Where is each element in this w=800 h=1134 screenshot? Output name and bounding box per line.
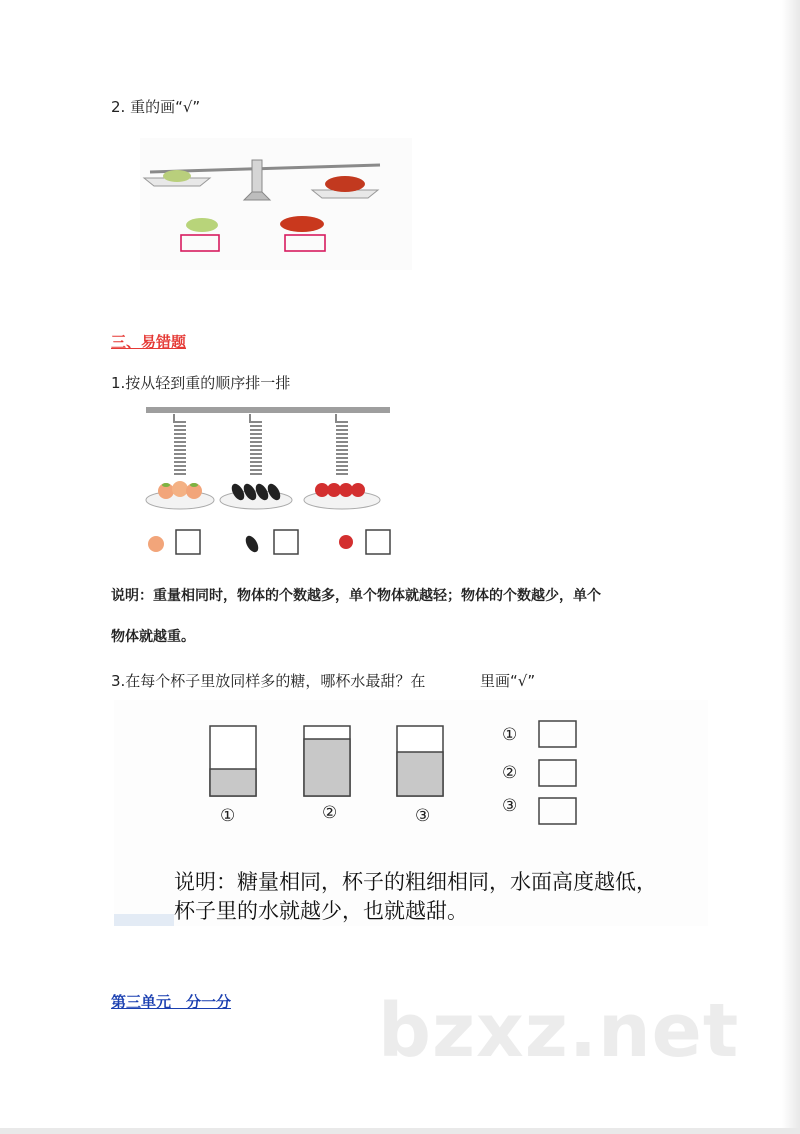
question-3-text-part2: 里画“√”: [480, 672, 536, 690]
cup-label-1: ①: [220, 806, 236, 826]
spring-scale-figure: [140, 404, 422, 566]
unit-3-heading-link[interactable]: 第三单元 分一分: [111, 993, 232, 1011]
cup-label-3: ③: [415, 806, 431, 826]
question-1-text: 1.按从轻到重的顺序排一排: [111, 374, 291, 392]
option-label-2: ②: [502, 763, 518, 783]
option-label-3: ③: [502, 796, 518, 816]
balance-scale-figure: [140, 138, 412, 270]
page-bottom-edge: [0, 1128, 800, 1134]
cup-label-2: ②: [322, 803, 338, 823]
cups-note-line-2: 杯子里的水就越少，也就越甜。: [174, 899, 468, 923]
watermark-text: bzxz.net: [378, 988, 740, 1074]
note-1-line-1: 说明：重量相同时，物体的个数越多，单个物体就越轻；物体的个数越少，单个: [111, 588, 601, 604]
page-edge-shadow: [782, 0, 800, 1134]
cups-note-line-1: 说明：糖量相同，杯子的粗细相同，水面高度越低，: [174, 870, 657, 894]
question-2-text: 2. 重的画“√”: [111, 98, 201, 116]
option-label-1: ①: [502, 725, 518, 745]
cups-figure: [114, 700, 708, 926]
section-heading-yicuoti: 三、易错题: [111, 333, 187, 351]
question-3-text-part1: 3.在每个杯子里放同样多的糖，哪杯水最甜？在: [111, 672, 426, 690]
note-1-line-2: 物体就越重。: [111, 629, 195, 645]
